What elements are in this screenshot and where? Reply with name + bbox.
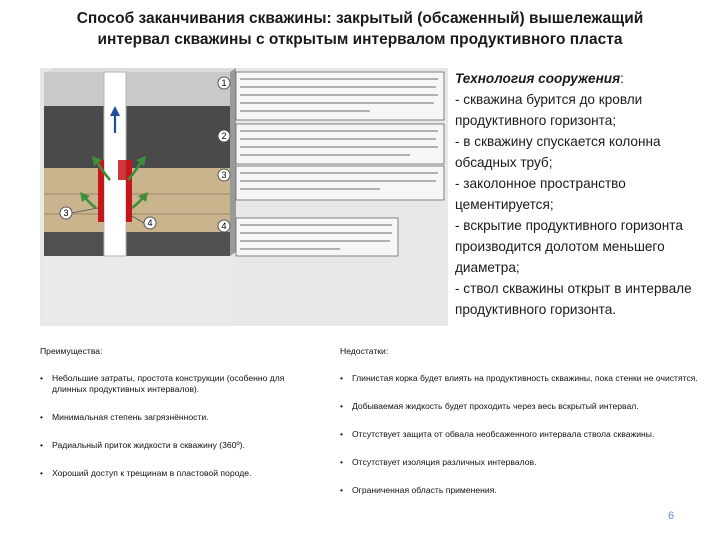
advantage-item: • Небольшие затраты, простота конструкции (особенно для длинных продуктивных интервалов). [40,373,310,395]
technology-item: - ствол скважины открыт в интервале продуктивного горизонта. [455,281,692,317]
top-soil-layer [44,72,230,106]
slide-title: Способ заканчивания скважины: закрытый (обсаженный) вышележащий интервал скважины с открытым интервалом продуктивного пласта [76,10,644,48]
svg-text:4: 4 [147,218,153,228]
well-diagram [40,68,448,326]
disadvantage-item: • Отсутствует изоляция различных интервалов. [340,457,700,468]
advantage-item: • Минимальная степень загрязнённости. [40,412,310,423]
disadvantages-title: Недостатки: [340,346,389,356]
advantages-column [40,346,310,479]
disadvantage-item: • Глинистая корка будет влиять на продуктивность скважины, пока стенки не очистятся. [340,373,700,384]
technology-item: - скважина бурится до кровли продуктивного горизонта; [455,92,643,128]
technology-title: Технология сооружения [455,71,621,86]
productive-sand-layer [44,168,230,232]
svg-text:1: 1 [221,78,227,88]
cement-right [126,160,132,222]
svg-text:3: 3 [63,208,69,218]
technology-panel [455,68,717,320]
svg-text:3: 3 [221,170,227,180]
advantage-item: • Радиальный приток жидкости в скважину (360º). [40,440,310,451]
bottom-layer [44,232,230,256]
technology-heading: Технология сооружения: [455,71,624,86]
technology-item: - вскрытие продуктивного горизонта производится долотом меньшего диаметра; [455,218,683,275]
svg-text:4: 4 [221,221,227,231]
advantages-title: Преимущества: [40,346,103,356]
disadvantage-item: • Отсутствует защита от обвала необсаженного интервала ствола скважины. [340,429,700,440]
advantage-item: • Хороший доступ к трещинам в пластовой породе. [40,468,310,479]
page-number: 6 [668,510,675,522]
disadvantages-column [340,346,700,496]
shale-layer [44,106,230,168]
svg-text:2: 2 [221,131,227,141]
disadvantage-item: • Ограниченная область применения. [340,485,700,496]
disadvantage-item: • Добываемая жидкость будет проходить через весь вскрытый интервал. [340,401,700,412]
technology-item: - заколонное пространство цементируется; [455,176,626,212]
technology-item: - в скважину спускается колонна обсадных труб; [455,134,661,170]
